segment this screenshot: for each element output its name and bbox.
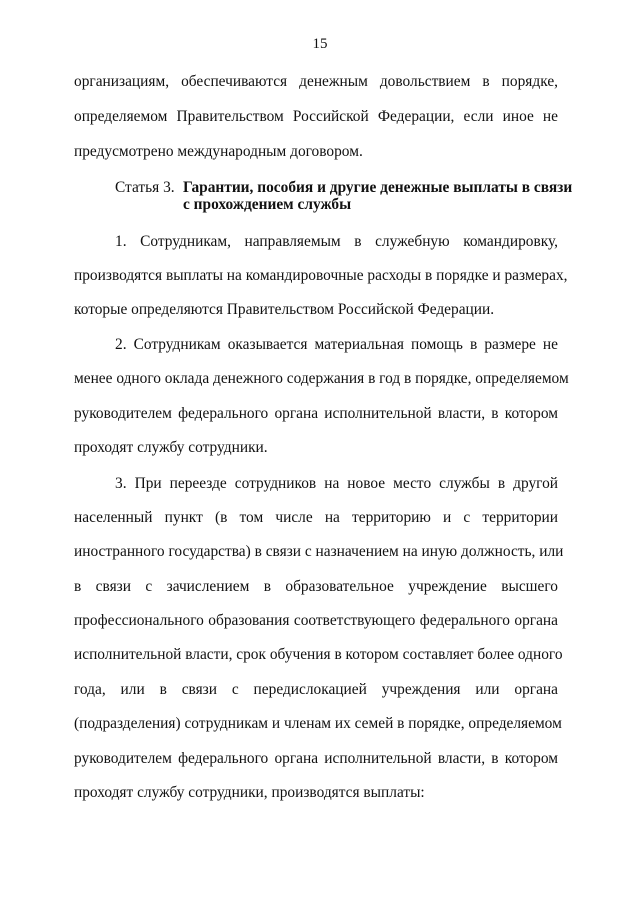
text-line: проходят службу сотрудники, производятся выплаты: (74, 784, 425, 801)
text-line: населенный пункт (в том числе на территорию и с территории (74, 509, 558, 526)
text-line: (подразделения) сотрудникам и членам их семей в порядке, определяемом (74, 715, 562, 732)
text-line: которые определяются Правительством Российской Федерации. (74, 301, 495, 318)
text-line: 1. Сотрудникам, направляемым в служебную командировку, (115, 233, 558, 250)
article-label: Статья 3. (115, 179, 175, 196)
text-line: 3. При переезде сотрудников на новое место службы в другой (115, 475, 558, 492)
text-line: менее одного оклада денежного содержания в год в порядке, определяемом (74, 370, 569, 387)
text-line: иностранного государства) в связи с назначением на иную должность, или (74, 543, 564, 560)
text-line: организациям, обеспечиваются денежным довольствием в порядке, (74, 73, 558, 90)
text-line: профессионального образования соответствующего федерального органа (74, 612, 558, 629)
article-title-line-2: с прохождением службы (183, 196, 352, 213)
text-line: в связи с зачислением в образовательное учреждение высшего (74, 578, 558, 595)
text-line: предусмотрено международным договором. (74, 143, 363, 160)
text-line: исполнительной власти, срок обучения в котором составляет более одного (74, 646, 563, 663)
text-line: руководителем федерального органа исполнительной власти, в котором (74, 750, 558, 767)
text-line: определяемом Правительством Российской Федерации, если иное не (74, 108, 558, 125)
text-line: руководителем федерального органа исполнительной власти, в котором (74, 405, 558, 422)
page-number: 15 (312, 36, 328, 52)
article-title-line-1: Гарантии, пособия и другие денежные выплаты в связи (183, 179, 573, 196)
text-line: проходят службу сотрудники. (74, 439, 268, 456)
text-line: производятся выплаты на командировочные расходы в порядке и размерах, (74, 267, 568, 284)
text-line: 2. Сотрудникам оказывается материальная помощь в размере не (115, 336, 558, 353)
text-line: года, или в связи с передислокацией учреждения или органа (74, 681, 558, 698)
